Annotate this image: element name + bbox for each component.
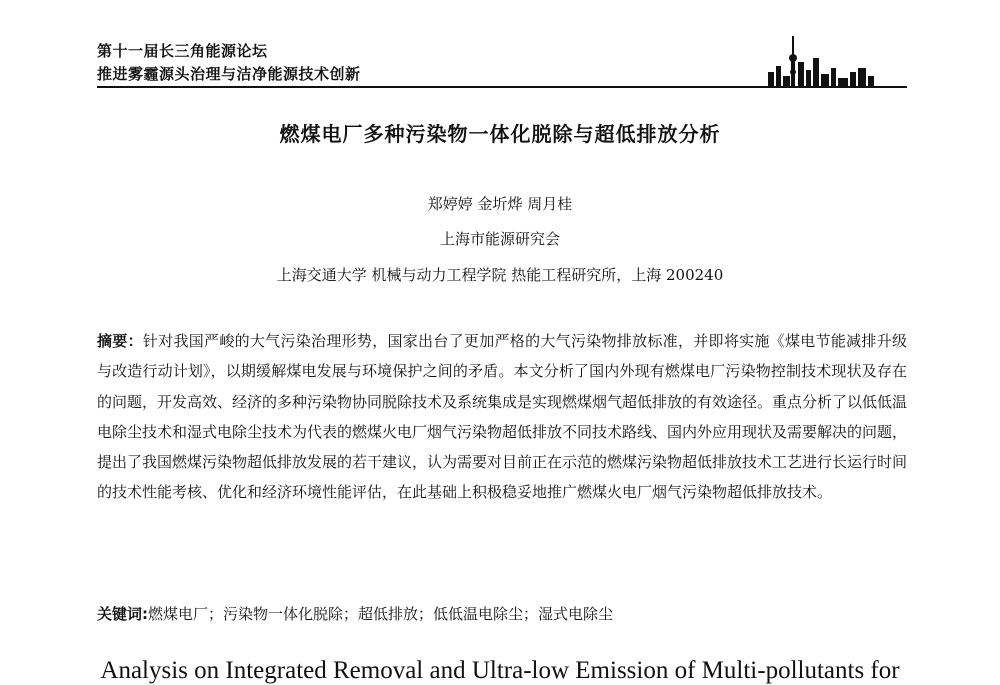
city-skyline-logo bbox=[760, 28, 910, 90]
affiliation-1: 上海市能源研究会 bbox=[439, 230, 560, 248]
forum-name: 第十一届长三角能源论坛 bbox=[97, 42, 268, 60]
paper-title: 燃煤电厂多种污染物一体化脱除与超低排放分析 bbox=[279, 122, 721, 146]
keywords-label: 关键词: bbox=[97, 605, 148, 623]
abstract-text: 针对我国严峻的大气污染治理形势，国家出台了更加严格的大气污染物排放标准，并即将实施《煤电节能减排升级与改造行动计划》，以期缓解煤电发展与环境保护之间的矛盾。本文分析了国内外现有燃煤电厂污染物控制技术现状及存在的问题，开发高效、经济的多种污染物协同脱除技术及系统集成是实现燃煤烟气超低排放的有效途径。重点分析了以低低温电除尘技术和湿式电除尘技术为代表的燃煤火电厂烟气污染物超低排放不同技术路线、国内外应用现状及需要解决的问题，提出了我国燃煤污染物超低排放发展的若干建议，认为需要对目前正在示范的燃煤污染物超低排放技术工艺进行长运行时间的技术性能考核、优化和经济环境性能评估，在此基础上积极稳妥地推广燃煤火电厂烟气污染物超低排放技术。 bbox=[97, 332, 908, 502]
abstract bbox=[97, 326, 907, 508]
abstract-label: 摘要： bbox=[97, 332, 143, 350]
keywords bbox=[97, 601, 907, 627]
forum-theme: 推进雾霾源头治理与洁净能源技术创新 bbox=[97, 65, 361, 83]
english-title: Analysis on Integrated Removal and Ultra-low Emission of Multi-pollutants for bbox=[100, 657, 900, 684]
paper-authors: 郑婷婷 金圻烨 周月桂 bbox=[427, 195, 573, 213]
header-divider bbox=[97, 86, 907, 88]
keywords-text: 燃煤电厂；污染物一体化脱除；超低排放；低低温电除尘；湿式电除尘 bbox=[148, 605, 614, 623]
affiliation-2: 上海交通大学 机械与动力工程学院 热能工程研究所，上海 200240 bbox=[276, 266, 724, 284]
forum-header bbox=[97, 40, 361, 86]
